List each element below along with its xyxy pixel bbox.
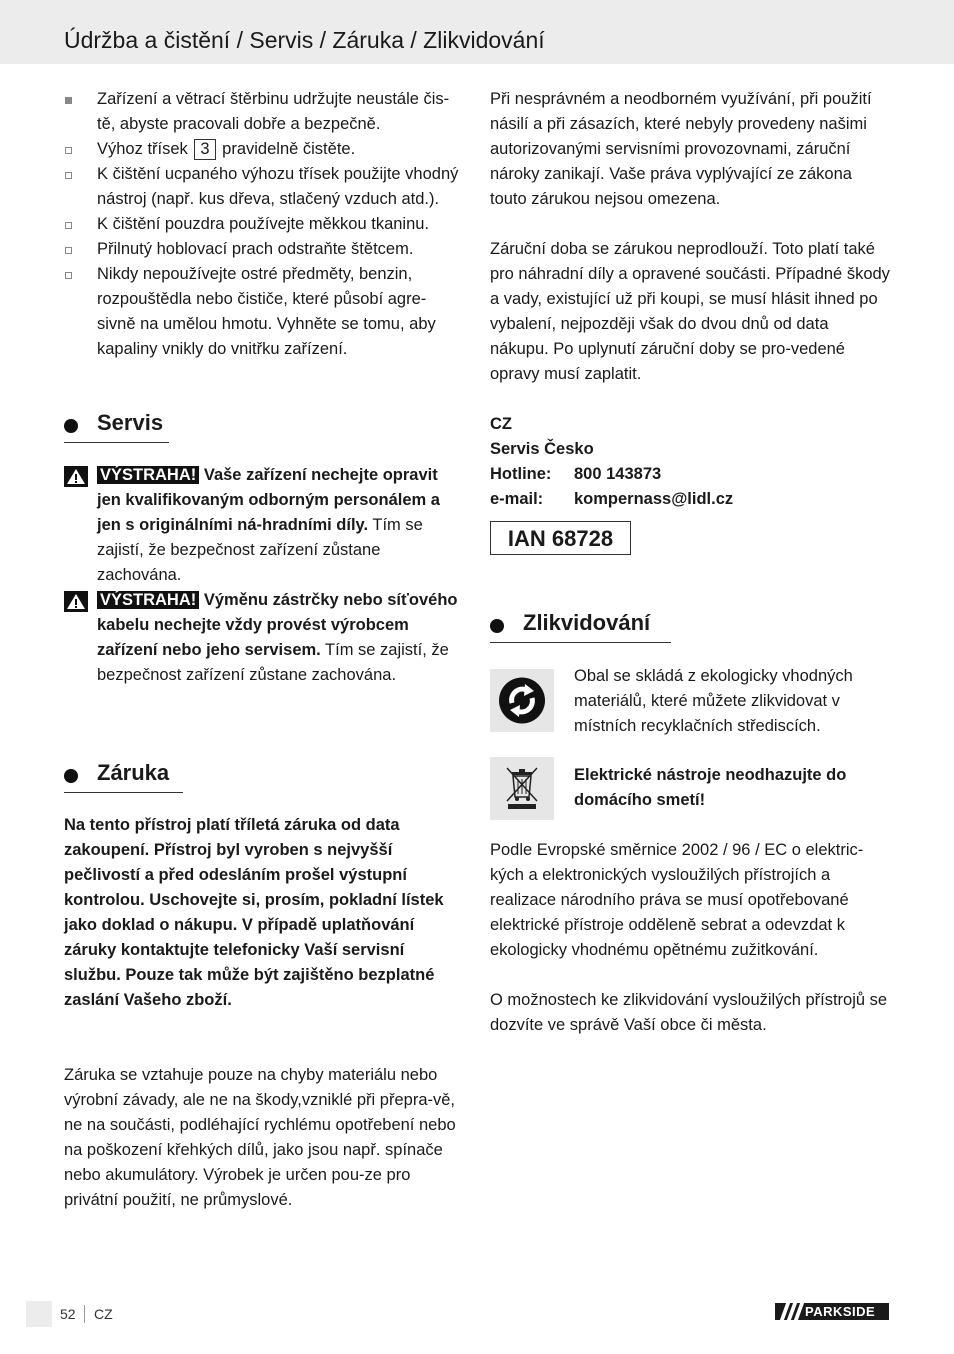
warning-text: Tím se zajistí, že bezpečnost zařízení zůstane zachována. bbox=[97, 516, 423, 584]
warning-block bbox=[64, 463, 464, 588]
servis-warnings bbox=[64, 463, 464, 688]
servis-heading: Servis bbox=[64, 409, 174, 439]
bullet-icon bbox=[490, 619, 504, 633]
zaruka-heading: Záruka bbox=[64, 759, 189, 789]
warranty-bold-paragraph: Na tento přístroj platí tříletá záruka od data zakoupení. Přístroj byl vyroben s nejvyšší pečlivostí a před odesláním prošel výstupní kontrolou. Uschovejte si, prosím, pokladní lístek jako doklad o nákupu. V případě uplatňování záruky kontaktujte telefonicky Vaší servisní službu. Pouze tak může být zajištěno bezplatné zaslání Vašeho zboží. bbox=[64, 816, 444, 1009]
warning-bold-text: Výměnu zástrčky nebo síťového kabelu nechejte vždy provést výrobcem zařízení nebo jeho servisem. bbox=[97, 591, 458, 659]
part-number-box: 3 bbox=[194, 139, 215, 160]
warning-label: VÝSTRAHA! bbox=[97, 466, 199, 484]
list-item: Výhoz třísek 3 pravidelně čistěte. bbox=[64, 137, 464, 162]
packaging-text: Obal se skládá z ekologicky vhodných materiálů, které můžete zlikvidovat v místních recyklačních střediscích. bbox=[574, 667, 853, 735]
warning-block bbox=[64, 588, 464, 688]
care-list bbox=[64, 87, 464, 362]
list-item: Nikdy nepoužívejte ostré předměty, benzin, rozpouštědla nebo čističe, které působí agre-sivně na umělou hmotu. Vyhněte se tomu, aby kapaliny vnikly do vnitřku zařízení. bbox=[64, 262, 464, 362]
zlikvidovani-heading: Zlikvidování bbox=[490, 609, 675, 639]
footer-divider bbox=[84, 1305, 85, 1323]
bullet-icon bbox=[64, 419, 78, 433]
list-item: K čištění ucpaného výhozu třísek použijte vhodný nástroj (např. kus dřeva, stlačený vzduch atd.). bbox=[64, 162, 464, 212]
logo-text: PARKSIDE bbox=[805, 1304, 876, 1319]
page-title: Údržba a čistění / Servis / Záruka / Zlikvidování bbox=[64, 27, 545, 53]
warranty-paragraph: Při nesprávném a neodborném využívání, při použití násilí a při zásazích, které nebyly provedeny našimi autorizovanými servisními provozovnami, záruční nároky zanikají. Vaše práva vyplývající ze zákona touto zárukou nejsou omezena. bbox=[490, 90, 872, 208]
contact-service-name: Servis Česko bbox=[490, 440, 594, 458]
contact-email: e-mail: kompernass@lidl.cz bbox=[490, 490, 734, 508]
parkside-logo bbox=[775, 1303, 889, 1320]
warning-text: Tím se zajistí, že bezpečnost zařízení zůstane zachována. bbox=[97, 641, 449, 684]
bullet-icon bbox=[64, 769, 78, 783]
contact-country: CZ bbox=[490, 415, 512, 433]
ian-box: IAN 68728 bbox=[490, 521, 631, 555]
warranty-paragraph: Záruka se vztahuje pouze na chyby materiálu nebo výrobní závady, ale ne na škody,vzniklé při přepra-vě, ne na součásti, podléhající rychlému opotřebení nebo na poškození křehkých dílů, jako jsou např. spínače nebo akumulátory. Výrobek je určen pou-ze pro privátní použití, ne průmyslové. bbox=[64, 1066, 456, 1209]
crossed-bin-icon bbox=[490, 757, 554, 820]
disposal-paragraph: Podle Evropské směrnice 2002 / 96 / EC o elektric-kých a elektronických vysloužilých přístrojích a realizace národního práva se musí opotřebované elektrické přístroje odděleně sebrat a odevzdat k ekologicky vhodnému opětnému zužitkování. bbox=[490, 841, 864, 959]
warning-triangle-icon bbox=[64, 591, 88, 612]
recycle-icon bbox=[490, 669, 554, 732]
footer-marker bbox=[26, 1301, 52, 1327]
warning-bold-text: Vaše zařízení nechejte opravit jen kvalifikovaným odborným personálem a jen s originálními ná-hradními díly. bbox=[97, 466, 440, 534]
list-item: K čištění pouzdra používejte měkkou tkaninu. bbox=[64, 212, 464, 237]
contact-hotline: Hotline: 800 143873 bbox=[490, 465, 662, 483]
warning-label: VÝSTRAHA! bbox=[97, 591, 199, 609]
email-link[interactable]: kompernass@lidl.cz bbox=[574, 490, 734, 508]
footer-lang: CZ bbox=[94, 1306, 113, 1322]
service-contact bbox=[490, 412, 890, 512]
page-number: 52 bbox=[60, 1306, 76, 1322]
page-header bbox=[0, 0, 954, 64]
warranty-paragraph: Záruční doba se zárukou neprodlouží. Toto platí také pro náhradní díly a opravené součásti. Případné škody a vady, existující už při koupi, se musí hlásit ihned po vybalení, nejpozději však do dvou dnů od data nákupu. Po uplynutí záruční doby se pro-vedené opravy musí zaplatit. bbox=[490, 240, 890, 383]
disposal-paragraph: O možnostech ke zlikvidování vysloužilých přístrojů se dozvíte ve správě Vaší obce či města. bbox=[490, 991, 888, 1034]
list-item: Zařízení a větrací štěrbinu udržujte neustále čis-tě, abyste pracovali dobře a bezpečně. bbox=[64, 87, 464, 137]
weee-text: Elektrické nástroje neodhazujte do domácího smetí! bbox=[574, 766, 847, 809]
list-item: Přilnutý hoblovací prach odstraňte štětcem. bbox=[64, 237, 464, 262]
warning-triangle-icon bbox=[64, 466, 88, 487]
